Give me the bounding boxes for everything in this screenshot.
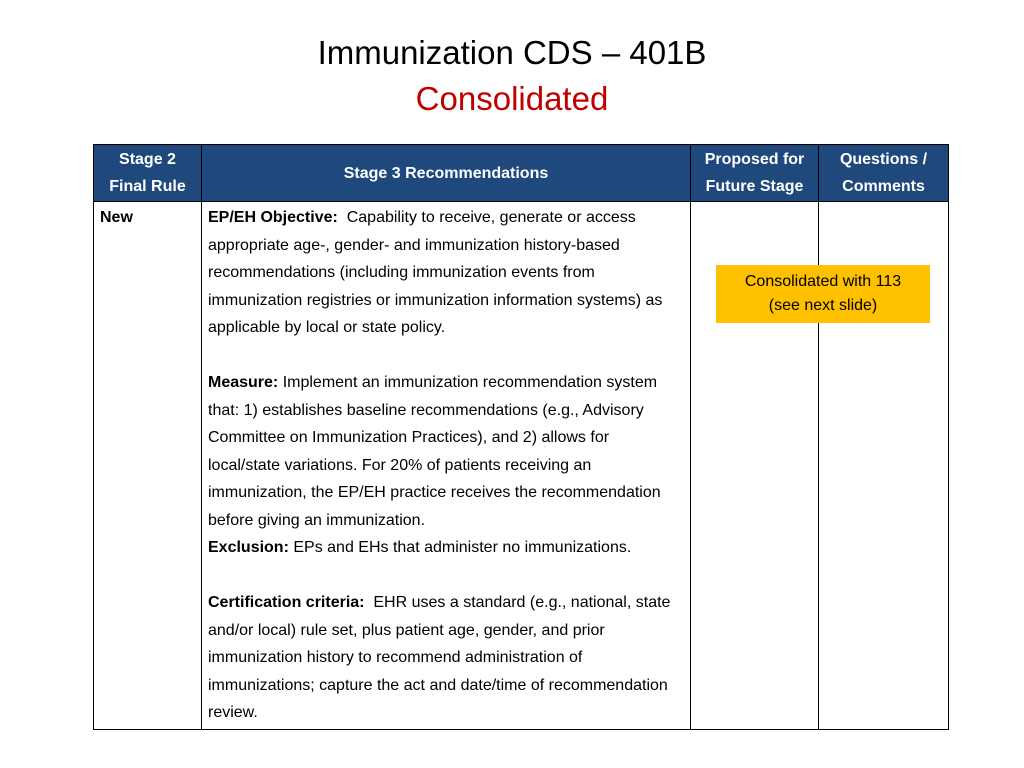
- cell-stage3: [202, 202, 691, 730]
- title-main: Immunization CDS – 401B: [317, 34, 707, 71]
- header-stage3-label: Stage 3 Recommendations: [343, 164, 549, 182]
- slide-title: [0, 30, 1024, 122]
- measure-label: Measure:: [208, 374, 279, 391]
- header-stage2-line1: Stage 2: [119, 151, 176, 168]
- objective-paragraph: [208, 204, 684, 342]
- header-stage2-line2: Final Rule: [109, 178, 186, 195]
- header-questions-line2: Comments: [842, 178, 925, 195]
- title-subtitle: Consolidated: [415, 80, 609, 117]
- certification-text: EHR uses a standard (e.g., national, state and/or local) rule set, plus patient age, gender, and prior immunization history to recommend administration of immunizations; capture the act and date/time of recommendation review.: [208, 594, 675, 721]
- exclusion-paragraph: [208, 534, 684, 562]
- measure-paragraph: [208, 369, 684, 534]
- consolidated-callout: [716, 265, 930, 323]
- header-proposed-line2: Future Stage: [705, 178, 804, 195]
- header-stage2: [94, 145, 202, 202]
- header-proposed: [691, 145, 819, 202]
- certification-paragraph: [208, 589, 684, 727]
- callout-line2: (see next slide): [768, 297, 878, 314]
- header-questions: [819, 145, 949, 202]
- exclusion-label: Exclusion:: [208, 539, 289, 556]
- header-stage3: [202, 145, 691, 202]
- certification-label: Certification criteria:: [208, 594, 365, 611]
- exclusion-text: EPs and EHs that administer no immunizations.: [288, 539, 632, 556]
- recommendation-table: [93, 144, 949, 730]
- callout-line1: Consolidated with 113: [744, 273, 902, 290]
- spacer: [208, 342, 684, 370]
- objective-text: Capability to receive, generate or access appropriate age-, gender- and immunization history-based recommendations (including immunization events from immunization registries or immunization information systems) as applicable by local or state policy.: [208, 209, 667, 336]
- header-proposed-line1: Proposed for: [704, 151, 805, 168]
- objective-label: EP/EH Objective:: [208, 209, 338, 226]
- table-header-row: [94, 145, 949, 202]
- measure-text: Implement an immunization recommendation system that: 1) establishes baseline recommendations (e.g., Advisory Committee on Immunization Practices), and 2) allows for local/state variations. For 20% of patients receiving an immunization, the EP/EH practice receives the recommendation before giving an immunization.: [208, 374, 666, 529]
- cell-stage2: [94, 202, 202, 730]
- header-questions-line1: Questions /: [839, 151, 928, 168]
- spacer: [208, 562, 684, 590]
- stage2-value: New: [100, 209, 133, 226]
